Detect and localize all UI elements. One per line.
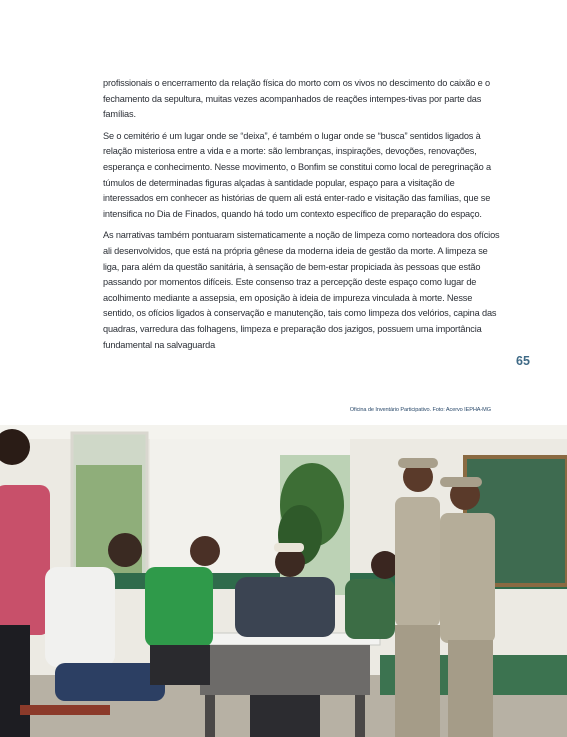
photo-illustration <box>0 425 567 737</box>
paragraph-1: profissionais o encerramento da relação física do morto com os vivos no descimento do caixão e o fechamento da sepultura, muitas vezes acompanhados de reações intempes-tivas por parte das famílias. <box>103 78 490 120</box>
person-uniform-right <box>440 477 495 737</box>
workshop-photo <box>0 425 567 737</box>
paragraph-2: Se o cemitério é um lugar onde se “deixa”, é também o lugar onde se “busca” sentidos ligados à relação misteriosa entre a vida e a morte: são lembranças, inspirações, devoções, renovações, esperança e conhecimento. Nesse movimento, o Bonfim se constitui como local de peregrinação a túmulos de determinadas figuras alçadas à santidade popular, espaço para a visitação de interessados em conhecer as histórias de quem ali está enter-rado e visitação das famílias, que se intensifica no Dia de Finados, quando há todo um contexto específico de preparação do espaço. <box>103 130 491 219</box>
photo-caption: Oficina de Inventário Participativo. Foto: Acervo IEPHA-MG <box>349 407 491 413</box>
page-number: 65 <box>516 354 530 368</box>
body-text <box>103 76 503 359</box>
person-uniform-standing <box>395 458 440 737</box>
paragraph-3: As narrativas também pontuaram sistematicamente a noção de limpeza como norteadora dos ofícios ali desenvolvidos, que está na própria gênese da moderna ideia de gestão da morte. A limpeza se liga, para além da questão sanitária, à sensação de bem-estar propiciada às pessoas que estão passando por momentos difíceis. Este consenso traz a percepção deste espaço como lugar de acolhimento mediante a assepsia, em oposição à ideia de impureza vinculada à morte. Nesse sentido, os ofícios ligados à conservação e manutenção, tais como limpeza dos velórios, capina das quadras, varredura das folhagens, limpeza e preparação dos jazigos, possuem uma importância fundamental na salvaguarda <box>103 230 500 350</box>
